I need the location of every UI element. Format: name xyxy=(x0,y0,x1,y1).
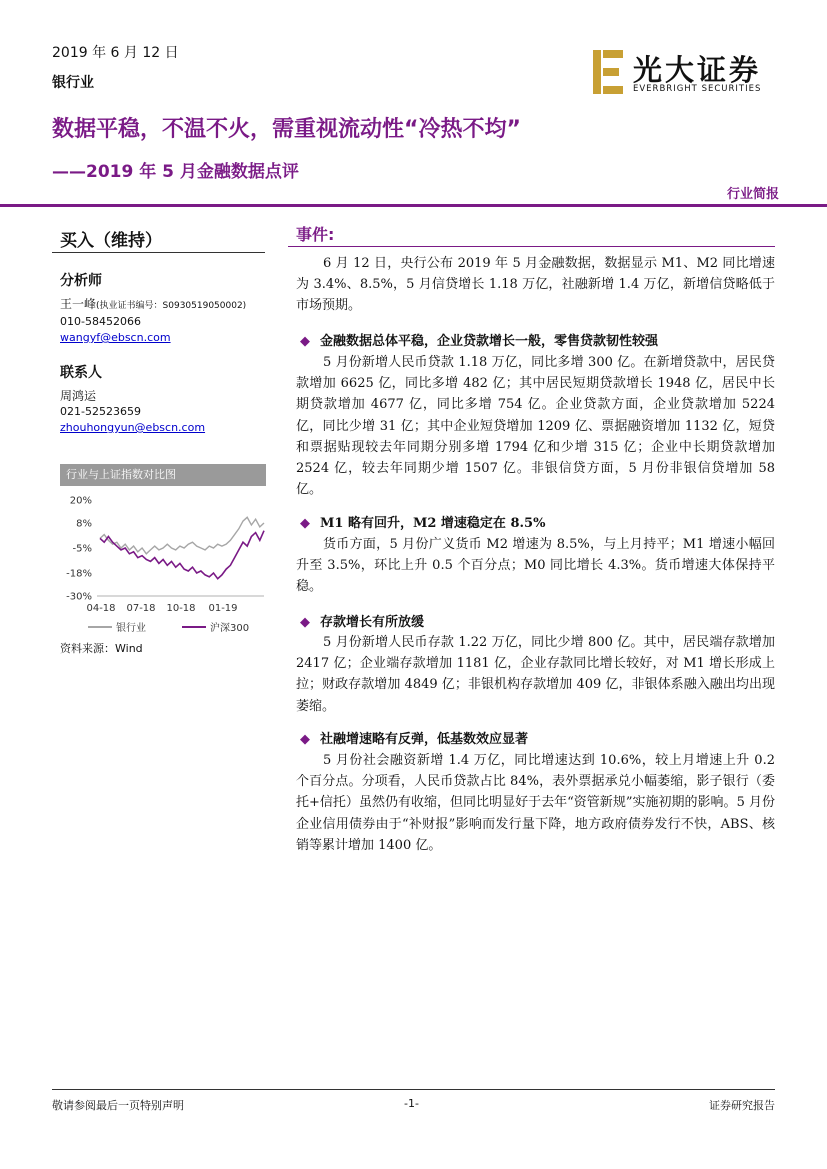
plot-area xyxy=(100,517,264,578)
x-tick-label: 01-19 xyxy=(208,603,238,614)
logo-chinese-name: 光大证券 xyxy=(633,53,762,87)
contact-heading: 联系人 xyxy=(60,365,102,381)
analyst-cert: (执业证书编号：S0930519050002) xyxy=(96,301,247,311)
event-divider xyxy=(288,246,775,247)
y-tick-label: -30% xyxy=(66,591,92,603)
chart-title: 行业与上证指数对比图 xyxy=(60,464,266,486)
diamond-icon: ◆ xyxy=(300,615,310,630)
report-date: 2019 年 6 月 12 日 xyxy=(52,45,179,61)
event-paragraph: 6 月 12 日，央行公布 2019 年 5 月金融数据，数据显示 M1、M2 同比增速为 3.4%、8.5%，5 月信贷增长 1.18 万亿，社融新增 1.4 万亿，新增信贷略低于市场预期。 xyxy=(296,256,775,314)
loans-paragraph: 5 月份新增人民币贷款 1.18 万亿，同比多增 300 亿。在新增贷款中，居民贷款增加 6625 亿，同比多增 482 亿；其中居民短期贷款增长 1948 亿，居民中长期贷款增加 4677 亿，同比多增 754 亿。企业贷款方面，企业贷款增加 5224 亿，同比少增 31 亿；其中企业短贷增加 1209 亿、票据融资增加 1132 亿，短贷和票据贴现较去年同期分别多增 1794 亿和少增 315 亿；企业中长期贷款增加 2524 亿，较去年同期少增 1507 亿。非银信贷方面，5 月份非银信贷增加 58 亿。 xyxy=(296,355,775,498)
x-tick-label: 10-18 xyxy=(166,603,196,614)
report-type: 行业简报 xyxy=(726,187,779,202)
event-heading: 事件: xyxy=(296,225,335,244)
x-tick-label: 07-18 xyxy=(126,603,156,614)
footer-divider xyxy=(52,1089,775,1090)
footer-report-type: 证券研究报告 xyxy=(709,1099,775,1112)
money-supply-paragraph: 货币方面，5 月份广义货币 M2 增速为 8.5%，与上月持平；M1 增速小幅回升至 3.5%，环比上升 0.5 个百分点；M0 同比增长 4.3%。货币增速大体保持平稳。 xyxy=(296,537,775,595)
footer-disclaimer: 敬请参阅最后一页特别声明 xyxy=(52,1099,184,1112)
diamond-icon: ◆ xyxy=(300,334,310,349)
y-tick-label: 8% xyxy=(76,518,92,530)
rating: 买入（维持） xyxy=(60,231,162,251)
bullet-money-supply xyxy=(300,512,545,531)
logo-english-name: EVERBRIGHT SECURITIES xyxy=(633,84,762,94)
contact-phone: 021-52523659 xyxy=(60,405,141,418)
bullet-social-financing xyxy=(300,728,528,747)
legend-label-bank: 银行业 xyxy=(116,623,146,634)
analyst-heading: 分析师 xyxy=(60,273,102,289)
y-tick-label: -18% xyxy=(66,568,92,580)
y-axis xyxy=(66,496,92,603)
bullet-money-supply-title: M1 略有回升，M2 增速稳定在 8.5% xyxy=(320,516,546,531)
bullet-deposits-title: 存款增长有所放缓 xyxy=(320,615,425,630)
x-axis xyxy=(86,603,237,614)
chart-source: 资料来源：Wind xyxy=(60,642,143,655)
bullet-deposits xyxy=(300,611,424,630)
analyst-name: 王一峰 xyxy=(60,297,97,311)
analyst-email-link[interactable]: wangyf@ebscn.com xyxy=(60,331,171,344)
industry-label: 银行业 xyxy=(52,75,94,91)
legend-label-hs300: 沪深300 xyxy=(210,623,250,634)
report-title: 数据平稳，不温不火，需重视流动性“冷热不均” xyxy=(52,117,521,142)
diamond-icon: ◆ xyxy=(300,516,310,531)
analyst-info xyxy=(60,296,246,346)
bullet-loans xyxy=(300,330,658,349)
deposits-paragraph: 5 月份新增人民币存款 1.22 万亿，同比少增 800 亿。其中，居民端存款增加 2417 亿；企业端存款增加 1181 亿，企业存款同比增长较好，对 M1 增长形成上拉；财政存款增加 4849 亿；非银机构存款增加 409 亿，非银体系融入融出均出现萎缩。 xyxy=(296,635,775,714)
diamond-icon: ◆ xyxy=(300,732,310,747)
header-divider xyxy=(0,204,827,207)
analyst-phone: 010-58452066 xyxy=(60,315,141,328)
everbright-logo-icon xyxy=(593,50,623,94)
report-subtitle: ——2019 年 5 月金融数据点评 xyxy=(52,162,299,182)
chart-legend xyxy=(88,621,249,634)
y-tick-label: 20% xyxy=(69,495,92,507)
comparison-chart xyxy=(60,488,266,638)
contact-email-link[interactable]: zhouhongyun@ebscn.com xyxy=(60,421,206,434)
series-line-hs300 xyxy=(100,531,264,579)
contact-info xyxy=(60,388,205,436)
y-tick-label: -5% xyxy=(72,543,92,555)
bullet-social-financing-title: 社融增速略有反弹，低基数效应显著 xyxy=(320,732,529,747)
bullet-loans-title: 金融数据总体平稳，企业贷款增长一般，零售贷款韧性较强 xyxy=(320,334,659,349)
company-logo xyxy=(593,48,778,96)
contact-name: 周鸿运 xyxy=(60,389,97,403)
page-number: -1- xyxy=(404,1097,419,1110)
rating-divider xyxy=(52,252,265,253)
social-financing-paragraph: 5 月份社会融资新增 1.4 万亿，同比增速达到 10.6%，较上月增速上升 0.2 个百分点。分项看，人民币贷款占比 84%，表外票据承兑小幅萎缩，影子银行（委托+信托）虽然仍有收缩，但同比明显好于去年“资管新规”实施初期的影响。5 月份企业信用债券由于“补财报”影响而发行量下降，地方政府债券发行不快，ABS、核销等累计增加 1400 亿。 xyxy=(296,753,775,853)
x-tick-label: 04-18 xyxy=(86,603,116,614)
